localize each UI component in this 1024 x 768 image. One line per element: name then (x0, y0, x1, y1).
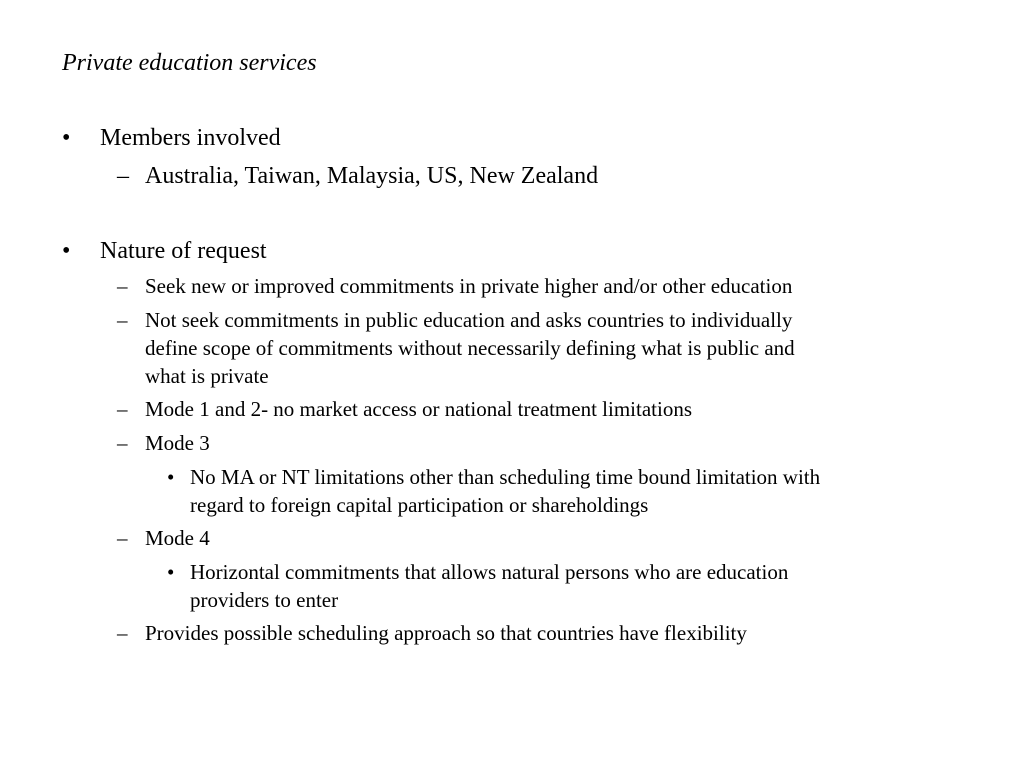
request-item-line: Mode 3 (145, 431, 210, 455)
bullet-icon: • (167, 465, 175, 489)
dash-icon: – (117, 274, 128, 298)
request-subitem-line: regard to foreign capital participation or shareholdings (190, 493, 649, 517)
dash-icon: – (117, 621, 128, 645)
request-item-line: define scope of commitments without necessarily defining what is public and (145, 336, 795, 360)
bullet-icon: • (62, 125, 71, 151)
slide-title: Private education services (62, 50, 317, 76)
bullet-icon: • (167, 560, 175, 584)
dash-icon: – (117, 431, 128, 455)
request-item-line: Seek new or improved commitments in private higher and/or other education (145, 274, 793, 298)
request-item-line: Mode 1 and 2- no market access or national treatment limitations (145, 397, 693, 421)
request-subitem-line: providers to enter (190, 588, 339, 612)
section-heading-members-involved: Members involved (100, 125, 281, 151)
dash-icon: – (117, 526, 128, 550)
dash-icon: – (117, 163, 129, 189)
bullet-icon: • (62, 238, 71, 264)
dash-icon: – (117, 397, 128, 421)
request-item-line: Mode 4 (145, 526, 210, 550)
dash-icon: – (117, 308, 128, 332)
request-item-line: Provides possible scheduling approach so that countries have flexibility (145, 621, 747, 645)
request-subitem-line: No MA or NT limitations other than scheduling time bound limitation with (190, 465, 821, 489)
request-item-line: Not seek commitments in public education and asks countries to individually (145, 308, 793, 332)
request-subitem-line: Horizontal commitments that allows natural persons who are education (190, 560, 789, 584)
members-list: Australia, Taiwan, Malaysia, US, New Zealand (145, 163, 599, 189)
section-heading-nature-of-request: Nature of request (100, 238, 267, 264)
request-item-line: what is private (145, 364, 269, 388)
